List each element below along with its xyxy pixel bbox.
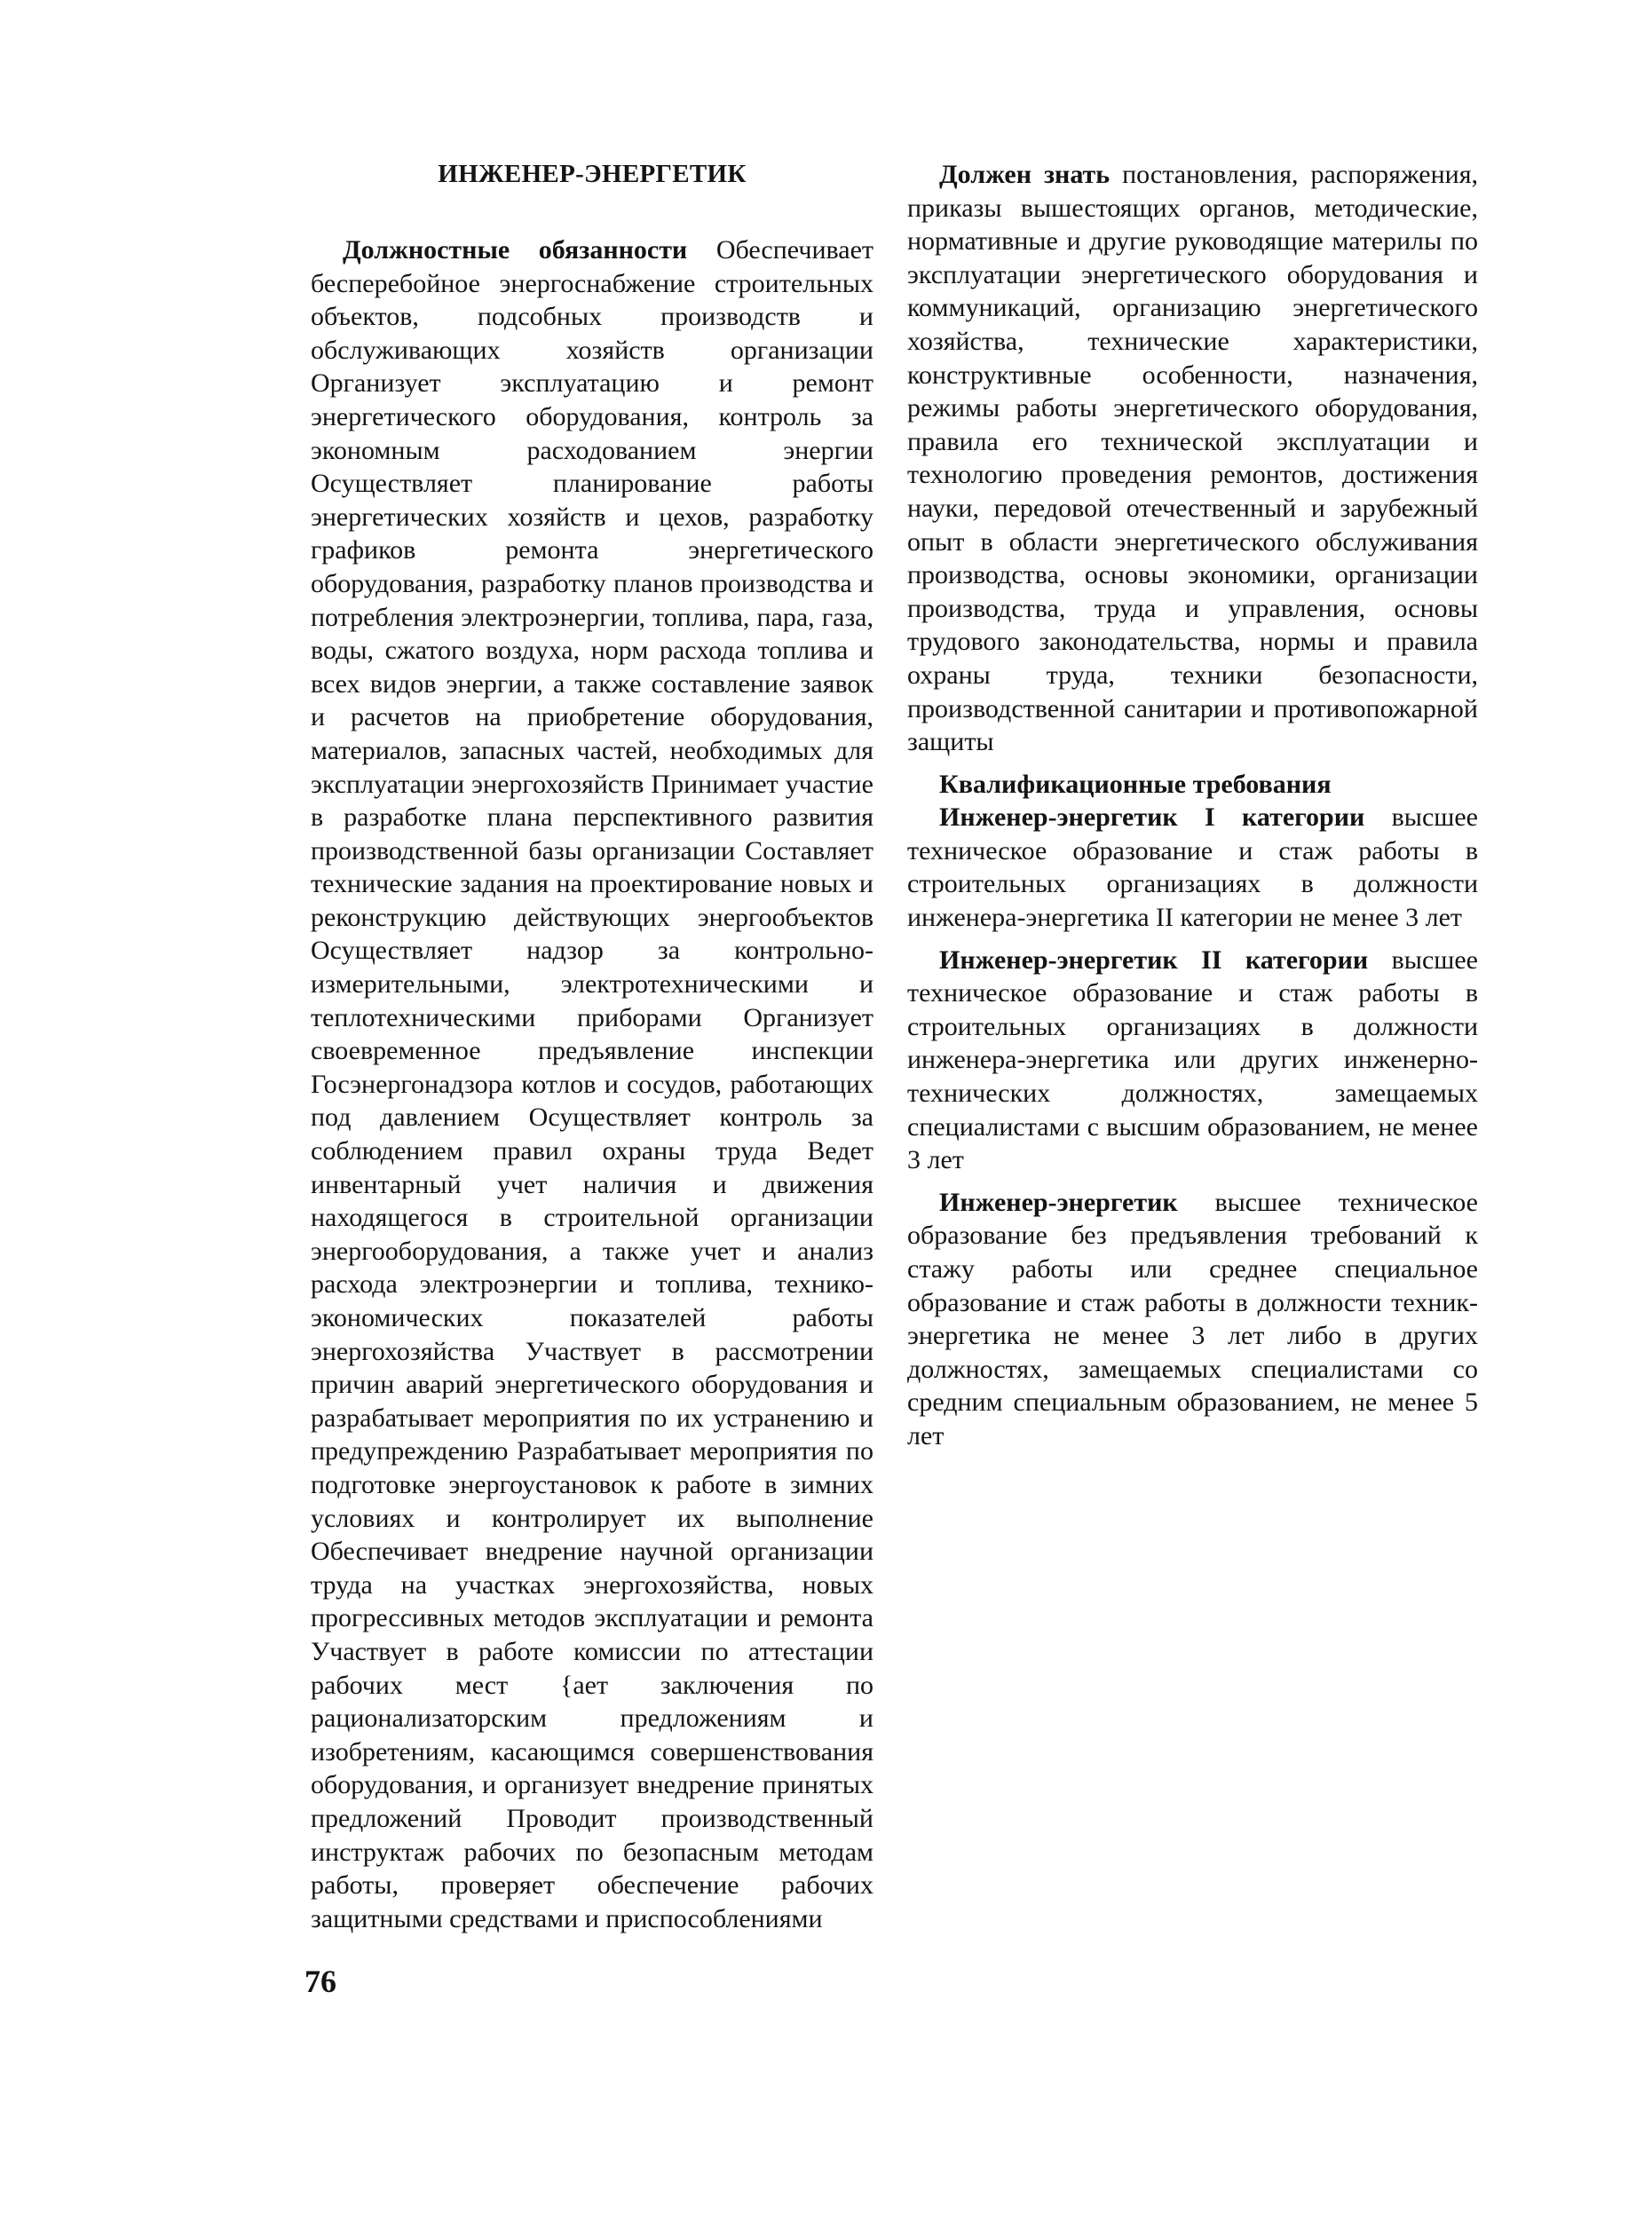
left-column bbox=[311, 158, 873, 1935]
qualification-text: высшее техническое образование и стаж работы в строительных организациях в должности инженера-энергетика или других инженерно-технических должностях, замещаемых специалистами с высшим образованием, не менее 3 лет bbox=[907, 945, 1478, 1175]
page-number: 76 bbox=[304, 1964, 336, 1999]
must-know-paragraph bbox=[907, 158, 1478, 759]
qualification-text: высшее техническое образование и стаж работы в строительных организациях в должности инженера-энергетика II категории не менее 3 лет bbox=[907, 802, 1478, 933]
duties-text: Обеспечивает бесперебойное энергоснабжение строительных объектов, подсобных производств и обслуживающих хозяйств организации Организует эксплуатацию и ремонт энергетического оборудования, контроль за экономным расходованием энергии Осуществляет планирование работы энергетических хозяйств и цехов, разработку графиков ремонта энергетического оборудования, разработку планов производства и потребления электроэнергии, топлива, пара, газа, воды, сжатого воздуха, норм расхода топлива и всех видов энергии, а также составление заявок и расчетов на приобретение оборудования, материалов, запасных частей, необходимых для эксплуатации энергохозяйств Принимает участие в разработке плана перспективного развития производственной базы организации Составляет технические задания на проектирование новых и реконструкцию действующих энергообъектов Осуществляет надзор за контрольно-измерительными, электротехническими и теплотехническими приборами Организует своевременное предъявление инспекции Госэнергонадзора котлов и сосудов, работающих под давлением Осуществляет контроль за соблюдением правил охраны труда Ведет инвентарный учет наличия и движения находящегося в строительной организации энергооборудования, а также учет и анализ расхода электроэнергии и топлива, технико-экономических показателей работы энергохозяйства Участвует в рассмотрении причин аварий энергетического оборудования и разрабатывает мероприятия по их устранению и предупреждению Разрабатывает мероприятия по подготовке энергоустановок к работе в зимних условиях и контролирует их выполнение Обеспечивает внедрение научной организации труда на участках энергохозяйства, новых прогрессивных методов эксплуатации и ремонта Участвует в работе комиссии по аттестации рабочих мест {ает заключения по рационализаторским предложениям и изобретениям, касающимся совершенствования оборудования, и организует внедрение принятых предложений Проводит производственный инструктаж рабочих по безопасным методам работы, проверяет обеспечение рабочих защитными средствами и приспособлениями bbox=[311, 235, 874, 1933]
qualification-item bbox=[907, 944, 1478, 1177]
right-column bbox=[907, 158, 1478, 1453]
must-know-text: постановления, распоряжения, приказы вышестоящих органов, методические, нормативные и другие руководящие материлы по эксплуатации энергетического оборудования и коммуникаций, организацию энергетического хозяйства, технические характеристики, конструктивные особенности, назначения, режимы работы энергетического оборудования, правила его технической эксплуатации и технологию проведения ремонтов, достижения науки, передовой отечественный и зарубежный опыт в области энергетического обслуживания производства, основы экономики, организации производства, труда и управления, основы трудового законодательства, нормы и правила охраны труда, техники безопасности, производственной санитарии и противопожарной защиты bbox=[907, 160, 1479, 757]
qualification-label: Инженер-энергетик II категории bbox=[939, 945, 1369, 975]
qualification-item bbox=[907, 801, 1478, 934]
duties-heading: Должностные обязанности bbox=[343, 235, 688, 265]
qualification-text: высшее техническое образование без предъявления требований к стажу работы или среднее специальное образование и стаж работы в должности техник-энергетика не менее 3 лет либо в других должностях, замещаемых специалистами со средним специальным образованием, не менее 5 лет bbox=[907, 1187, 1478, 1450]
page-title: ИНЖЕНЕР-ЭНЕРГЕТИК bbox=[438, 160, 747, 188]
qualification-label: Инженер-энергетик I категории bbox=[939, 802, 1365, 833]
qualification-label: Инженер-энергетик bbox=[939, 1187, 1178, 1217]
must-know-heading: Должен знать bbox=[939, 160, 1111, 189]
qualification-heading: Квалификационные требования bbox=[939, 769, 1332, 799]
qualification-item bbox=[907, 1186, 1478, 1453]
duties-paragraph bbox=[311, 233, 873, 1935]
